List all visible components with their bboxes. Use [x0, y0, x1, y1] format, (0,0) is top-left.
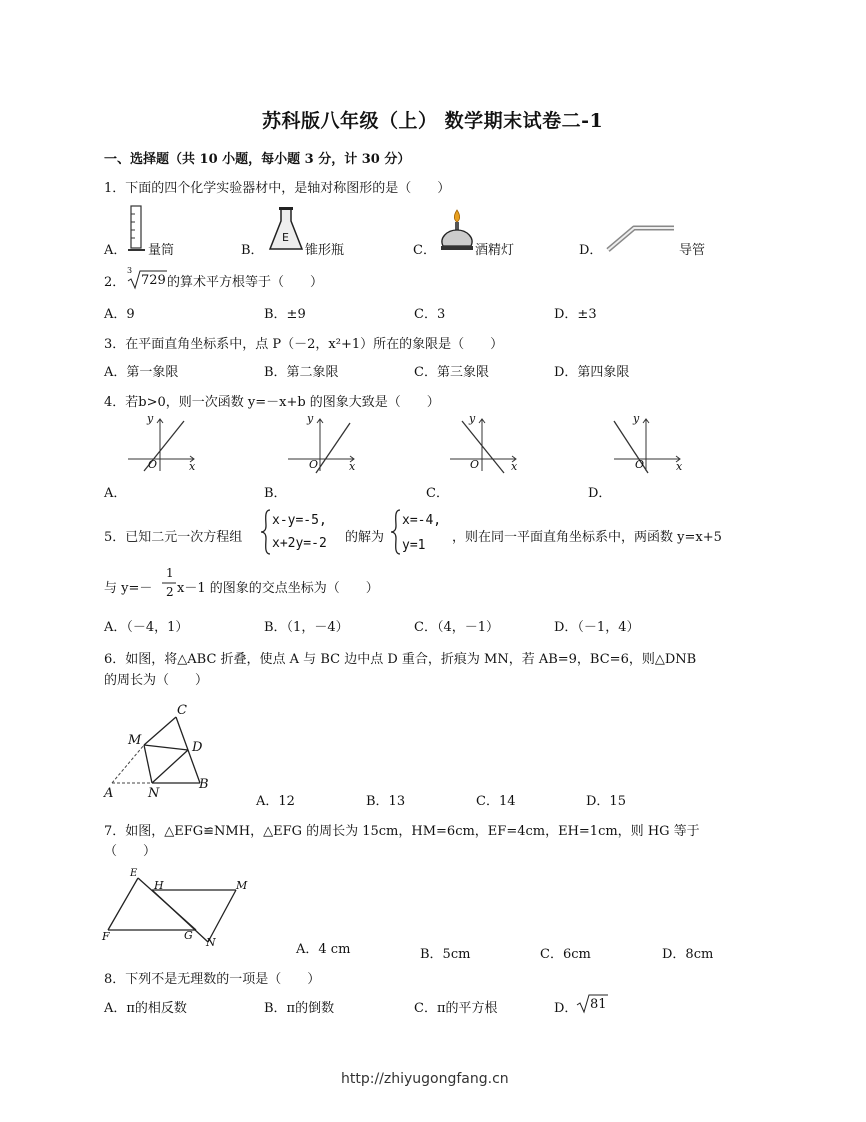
q5-stem-1: 5．已知二元一次方程组	[104, 530, 243, 545]
q5-sol-1: x=-4,	[402, 513, 442, 528]
q6-option-a: A．12	[256, 794, 295, 809]
section-heading: 一、选择题（共 10 小题，每小题 3 分，计 30 分）	[104, 152, 411, 167]
q2-radicand: 729	[141, 273, 166, 288]
q4-graph-c	[448, 415, 520, 473]
q6-label-m: M	[128, 733, 142, 748]
q5-option-a: A．（－4，1）	[104, 620, 189, 635]
footer-url: http://zhiyugongfang.cn	[341, 1071, 509, 1087]
q4c-origin-label: O	[470, 458, 480, 471]
q5-sol-2: y=1	[402, 538, 426, 553]
measuring-cylinder-icon	[126, 204, 150, 254]
q6-stem-2: 的周长为（ ）	[104, 673, 209, 688]
q6-option-c: C．14	[476, 794, 516, 809]
q7-label-m: M	[236, 879, 248, 892]
q7-label-g: G	[184, 929, 193, 942]
q4-graph-d	[612, 415, 684, 473]
page-title: 苏科版八年级（上） 数学期末试卷二-1	[262, 110, 604, 132]
q7-label-h: H	[154, 879, 164, 892]
bent-tube-icon	[606, 222, 678, 254]
q4b-x-label: x	[349, 460, 356, 473]
q5-option-d: D．（－1，4）	[554, 620, 640, 635]
q5-system-brace-icon	[260, 508, 272, 556]
q2-option-d: D．±3	[554, 307, 597, 322]
q5-stem-2: 的解为	[345, 530, 385, 545]
q6-label-b: B	[199, 777, 209, 792]
q1-label-b: 锥形瓶	[305, 243, 345, 258]
q2-option-b: B．±9	[264, 307, 306, 322]
q2-option-a: A．9	[104, 307, 135, 322]
q5-option-c: C．（4，－1）	[414, 620, 499, 635]
q2-option-c: C．3	[414, 307, 446, 322]
q5-line2-b: x－1 的图象的交点坐标为（ ）	[177, 581, 379, 596]
q6-stem-1: 6．如图，将△ABC 折叠，使点 A 与 BC 边中点 D 重合，折痕为 MN，若 AB=9，BC=6，则△DNB	[104, 652, 697, 667]
q8-option-a: A．π的相反数	[104, 1001, 187, 1016]
q4b-origin-label: O	[309, 458, 319, 471]
q3-option-d: D．第四象限	[554, 365, 630, 380]
q7-label-e: E	[130, 868, 138, 879]
q8-radicand: 81	[590, 997, 607, 1012]
q4-option-c: C．	[426, 486, 449, 501]
svg-text:E: E	[282, 231, 289, 244]
q4c-x-label: x	[511, 460, 518, 473]
q1-label-c: 酒精灯	[475, 243, 515, 258]
alcohol-lamp-icon	[437, 208, 479, 254]
q7-stem-1: 7．如图，△EFG≌NMH，△EFG 的周长为 15cm，HM=6cm，EF=4cm，EH=1cm，则 HG 等于	[104, 824, 700, 839]
q7-stem-2: （ ）	[104, 844, 157, 859]
q2-index: 2．	[104, 275, 126, 290]
q1-option-c: C．	[413, 243, 436, 258]
q5-stem-3: ，则在同一平面直角坐标系中，两函数 y=x+5	[452, 530, 722, 545]
q1-option-b: B．	[241, 243, 264, 258]
q8-option-d: D．	[554, 1001, 578, 1016]
q7-label-n: N	[206, 936, 216, 949]
q5-eq-1: x-y=-5,	[272, 513, 327, 528]
q4d-x-label: x	[676, 460, 683, 473]
q7-label-f: F	[102, 930, 110, 943]
q8-option-b: B．π的倒数	[264, 1001, 335, 1016]
q6-label-n: N	[148, 786, 160, 801]
q3-option-b: B．第二象限	[264, 365, 339, 380]
q4d-y-label: y	[633, 412, 640, 425]
q1-stem: 1．下面的四个化学实验器材中，是轴对称图形的是（ ）	[104, 181, 451, 196]
q3-option-c: C．第三象限	[414, 365, 489, 380]
q8-stem: 8．下列不是无理数的一项是（ ）	[104, 972, 321, 987]
q6-option-d: D．15	[586, 794, 626, 809]
q7-triangles-figure	[100, 868, 250, 950]
q4a-x-label: x	[189, 460, 196, 473]
q3-stem: 3．在平面直角坐标系中，点 P（－2，x²+1）所在的象限是（ ）	[104, 337, 504, 352]
q4-option-a: A．	[104, 486, 127, 501]
q7-option-d: D．8cm	[662, 947, 714, 962]
q6-label-d: D	[192, 740, 203, 755]
q4a-y-label: y	[147, 412, 154, 425]
conical-flask-icon	[268, 207, 304, 253]
q8-option-c: C．π的平方根	[414, 1001, 498, 1016]
q4d-origin-label: O	[635, 458, 645, 471]
q4a-origin-label: O	[148, 458, 158, 471]
q5-option-b: B．（1，－4）	[264, 620, 349, 635]
q4b-y-label: y	[307, 412, 314, 425]
q5-frac-den: 2	[166, 585, 174, 599]
q5-frac-num: 1	[166, 566, 174, 580]
q4-graph-a	[126, 415, 198, 473]
q1-option-a: A．	[104, 243, 127, 258]
q1-option-d: D．	[579, 243, 603, 258]
q6-option-b: B．13	[366, 794, 406, 809]
q4-stem: 4．若b>0，则一次函数 y=－x+b 的图象大致是（ ）	[104, 395, 440, 410]
q5-fraction-bar	[162, 582, 176, 584]
q4-option-b: B．	[264, 486, 287, 501]
q7-option-a: A．4 cm	[296, 942, 351, 957]
q6-label-c: C	[177, 703, 187, 718]
q6-label-a: A	[104, 786, 114, 801]
q1-label-d: 导管	[679, 243, 706, 258]
q1-label-a: 量筒	[148, 243, 175, 258]
q7-option-b: B．5cm	[420, 947, 471, 962]
q2-stem: 的算术平方根等于（ ）	[167, 275, 324, 290]
q5-line2-a: 与 y=－	[104, 581, 153, 596]
q3-option-a: A．第一象限	[104, 365, 179, 380]
q5-eq-2: x+2y=-2	[272, 536, 327, 551]
q4c-y-label: y	[469, 412, 476, 425]
q2-root-index: 3	[127, 266, 133, 275]
q4-option-d: D．	[588, 486, 612, 501]
q7-option-c: C．6cm	[540, 947, 591, 962]
q5-solution-brace-icon	[390, 508, 402, 556]
q4-graph-b	[286, 415, 358, 473]
